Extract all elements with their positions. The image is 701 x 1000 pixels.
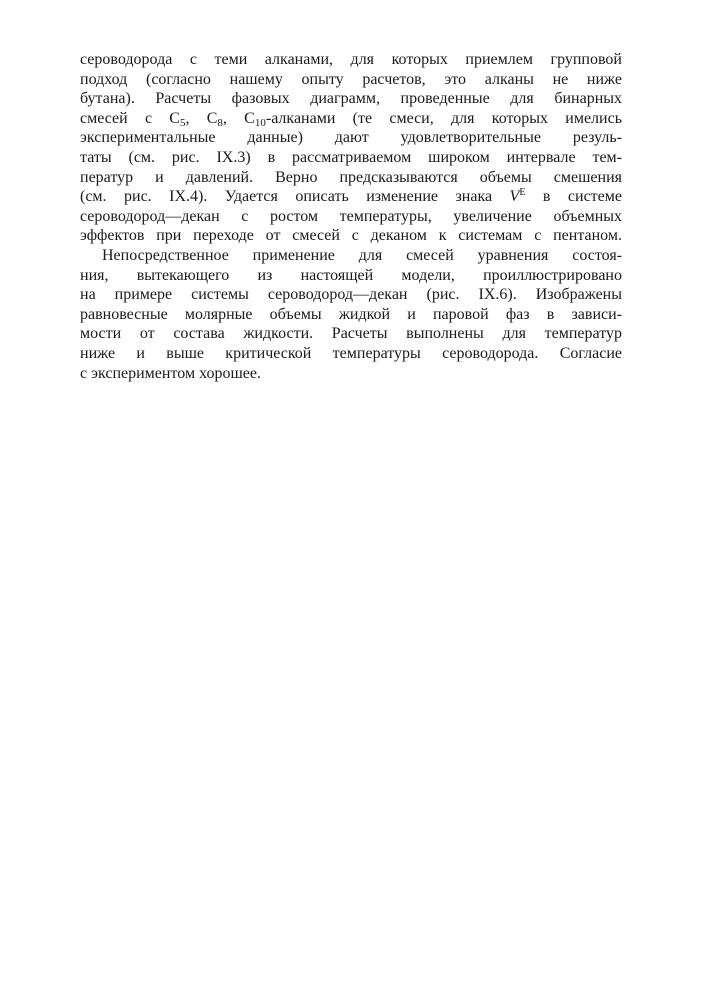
text-line: равновесные молярные объемы жидкой и паровой фаз в зависи- [80,305,622,323]
subscript: 5 [179,116,186,129]
text-line: мости от состава жидкости. Расчеты выполнены для температур [80,325,622,343]
text-line: ператур и давлений. Верно предсказываются объемы смешения [80,168,622,186]
text-line [80,187,622,207]
body-text [80,50,622,383]
text-line [80,109,622,129]
text-line: подход (согласно нашему опыту расчетов, это алканы не ниже [80,70,622,88]
text-line: ниже и выше критической температуры сероводорода. Согласие [80,344,622,362]
text-line: ния, вытекающего из настоящей модели, проиллюстрировано [80,266,622,284]
math-symbol: V [509,188,520,206]
text-line: экспериментальные данные) дают удовлетворительные резуль- [80,129,622,147]
subscript: 8 [217,116,223,129]
text-fragment: , C [222,109,255,127]
text-line: бутана). Расчеты фазовых диаграмм, проведенные для бинарных [80,90,622,108]
text-line: с экспериментом хорошее. [80,364,261,382]
text-fragment: , C [185,109,218,127]
text-line: сероводород—декан с ростом температуры, увеличение объемных [80,207,622,225]
text-fragment: (см. рис. IX.4). Удается описать изменение знака [80,188,510,206]
text-fragment: -алканами (те смеси, для которых имелись [265,109,623,127]
text-line: сероводорода с теми алканами, для которых приемлем групповой [80,51,622,68]
text-line: на примере системы сероводород—декан (рис. IX.6). Изображены [80,286,622,304]
text-fragment: в системе [525,188,623,206]
text-line: таты (см. рис. IX.3) в рассматриваемом широком интервале тем- [80,148,622,166]
text-line: Непосредственное применение для смесей уравнения состоя- [102,246,622,264]
text-fragment: смесей с C [80,109,180,127]
subscript: 10 [254,116,266,129]
text-line: эффектов при переходе от смесей с деканом к системам с пентаном. [80,227,622,245]
superscript: E [519,187,526,199]
